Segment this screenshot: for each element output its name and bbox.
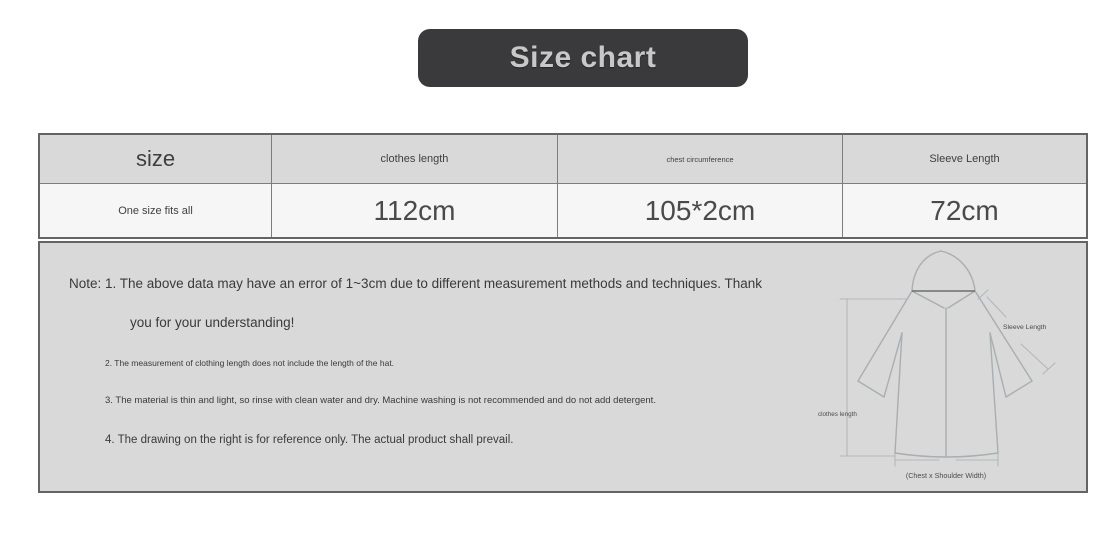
size-chart-title-badge bbox=[418, 29, 748, 87]
header-cell-clothes-length: clothes length bbox=[272, 135, 558, 184]
note-line: Note: 1. The above data may have an error of 1~3cm due to different measurement methods and techniques. Thank bbox=[69, 276, 763, 291]
sleeve-length-label: Sleeve Length bbox=[1003, 324, 1047, 331]
coat-outline bbox=[858, 251, 1032, 457]
measurement-lines bbox=[840, 290, 1055, 466]
header-cell-size: size bbox=[40, 135, 272, 184]
cell-sleeve-length-value: 72cm bbox=[843, 184, 1086, 237]
note-line: 4. The drawing on the right is for reference only. The actual product shall prevail. bbox=[105, 434, 514, 446]
notes-panel bbox=[38, 241, 1088, 493]
cell-clothes-length-value: 112cm bbox=[272, 184, 558, 237]
cell-size-value: One size fits all bbox=[40, 184, 272, 237]
chest-width-label: (Chest x Shoulder Width) bbox=[905, 471, 987, 480]
note-line: you for your understanding! bbox=[130, 315, 295, 330]
cell-chest-value: 105*2cm bbox=[558, 184, 843, 237]
size-table bbox=[38, 133, 1088, 239]
note-line: 2. The measurement of clothing length does not include the length of the hat. bbox=[105, 358, 395, 368]
note-line: 3. The material is thin and light, so rinse with clean water and dry. Machine washing is not recommended and do not add detergent. bbox=[105, 395, 656, 406]
raincoat-diagram bbox=[810, 245, 1080, 490]
page-title: Size chart bbox=[509, 41, 657, 74]
header-cell-sleeve-length: Sleeve Length bbox=[843, 135, 1086, 184]
clothes-length-label: clothes length bbox=[818, 411, 857, 418]
header-cell-chest-circumference: chest circumference bbox=[558, 135, 843, 184]
